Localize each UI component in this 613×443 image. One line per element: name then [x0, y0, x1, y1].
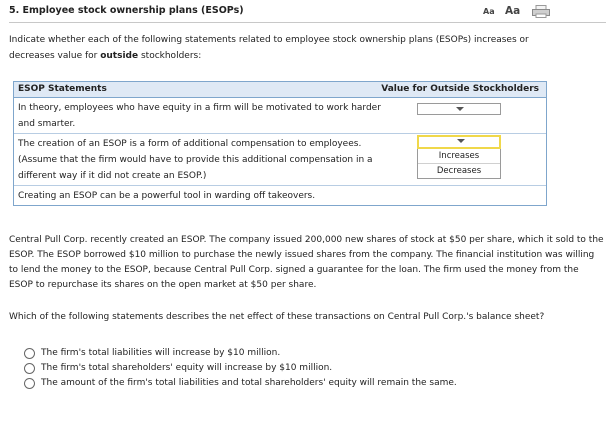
answer-label: The firm's total shareholders' equity will increase by $10 million.	[41, 363, 333, 373]
answer-label: The firm's total liabilities will increase by $10 million.	[41, 348, 281, 358]
column-header-statements: ESOP Statements	[18, 84, 107, 94]
value-dropdown[interactable]	[417, 135, 501, 149]
table-header	[14, 82, 546, 98]
radio-button[interactable]	[24, 348, 35, 359]
dropdown-options-list	[417, 149, 501, 179]
table-row	[14, 134, 546, 186]
chevron-down-icon	[456, 107, 464, 111]
decrease-font-button[interactable]: Aa	[483, 7, 495, 16]
question-title: 5. Employee stock ownership plans (ESOPs)	[9, 5, 244, 16]
table-row	[14, 186, 546, 205]
instructions-emphasis: outside	[100, 51, 139, 61]
column-header-value: Value for Outside Stockholders	[381, 84, 539, 94]
value-dropdown[interactable]	[417, 103, 501, 115]
instructions-text: Indicate whether each of the following statements related to employee stock ownership plans (ESOPs) increases or decreases value for	[9, 35, 529, 61]
answer-label: The amount of the firm's total liabilities and total shareholders' equity will remain the same.	[41, 378, 457, 388]
chevron-down-icon	[457, 139, 465, 143]
statement-text: Creating an ESOP can be a powerful tool in warding off takeovers.	[18, 191, 316, 201]
radio-button[interactable]	[24, 363, 35, 374]
statement-text: In theory, employees who have equity in a firm will be motivated to work harder and smarter.	[18, 103, 381, 129]
header-divider	[9, 22, 606, 23]
scenario-paragraph: Central Pull Corp. recently created an ESOP. The company issued 200,000 new shares of stock at $50 per share, which it sold to the ESOP. The ESOP borrowed $10 million to purchase the newly issued shares from the company. The financial institution was willing to lend the money to the ESOP, because Central Pull Corp. signed a guarantee for the loan. The firm used the money from the ESOP to repurchase its shares on the open market at $50 per share.	[9, 235, 604, 290]
esop-statements-table	[13, 81, 547, 206]
dropdown-option-decreases[interactable]: Decreases	[436, 166, 482, 176]
question-header	[9, 5, 601, 19]
radio-button[interactable]	[24, 378, 35, 389]
instructions-text-end: stockholders:	[138, 51, 202, 61]
statement-text: The creation of an ESOP is a form of additional compensation to employees. (Assume that the firm would have to provide this additional compensation in a different way if it did not create an ESOP.)	[18, 139, 373, 181]
dropdown-option-increases[interactable]: Increases	[418, 149, 500, 164]
question-text: Which of the following statements describes the net effect of these transactions on Central Pull Corp.'s balance sheet?	[9, 312, 545, 322]
instructions	[9, 32, 569, 64]
table-row	[14, 98, 546, 134]
print-icon[interactable]	[532, 5, 550, 18]
increase-font-button[interactable]: Aa	[505, 5, 521, 17]
